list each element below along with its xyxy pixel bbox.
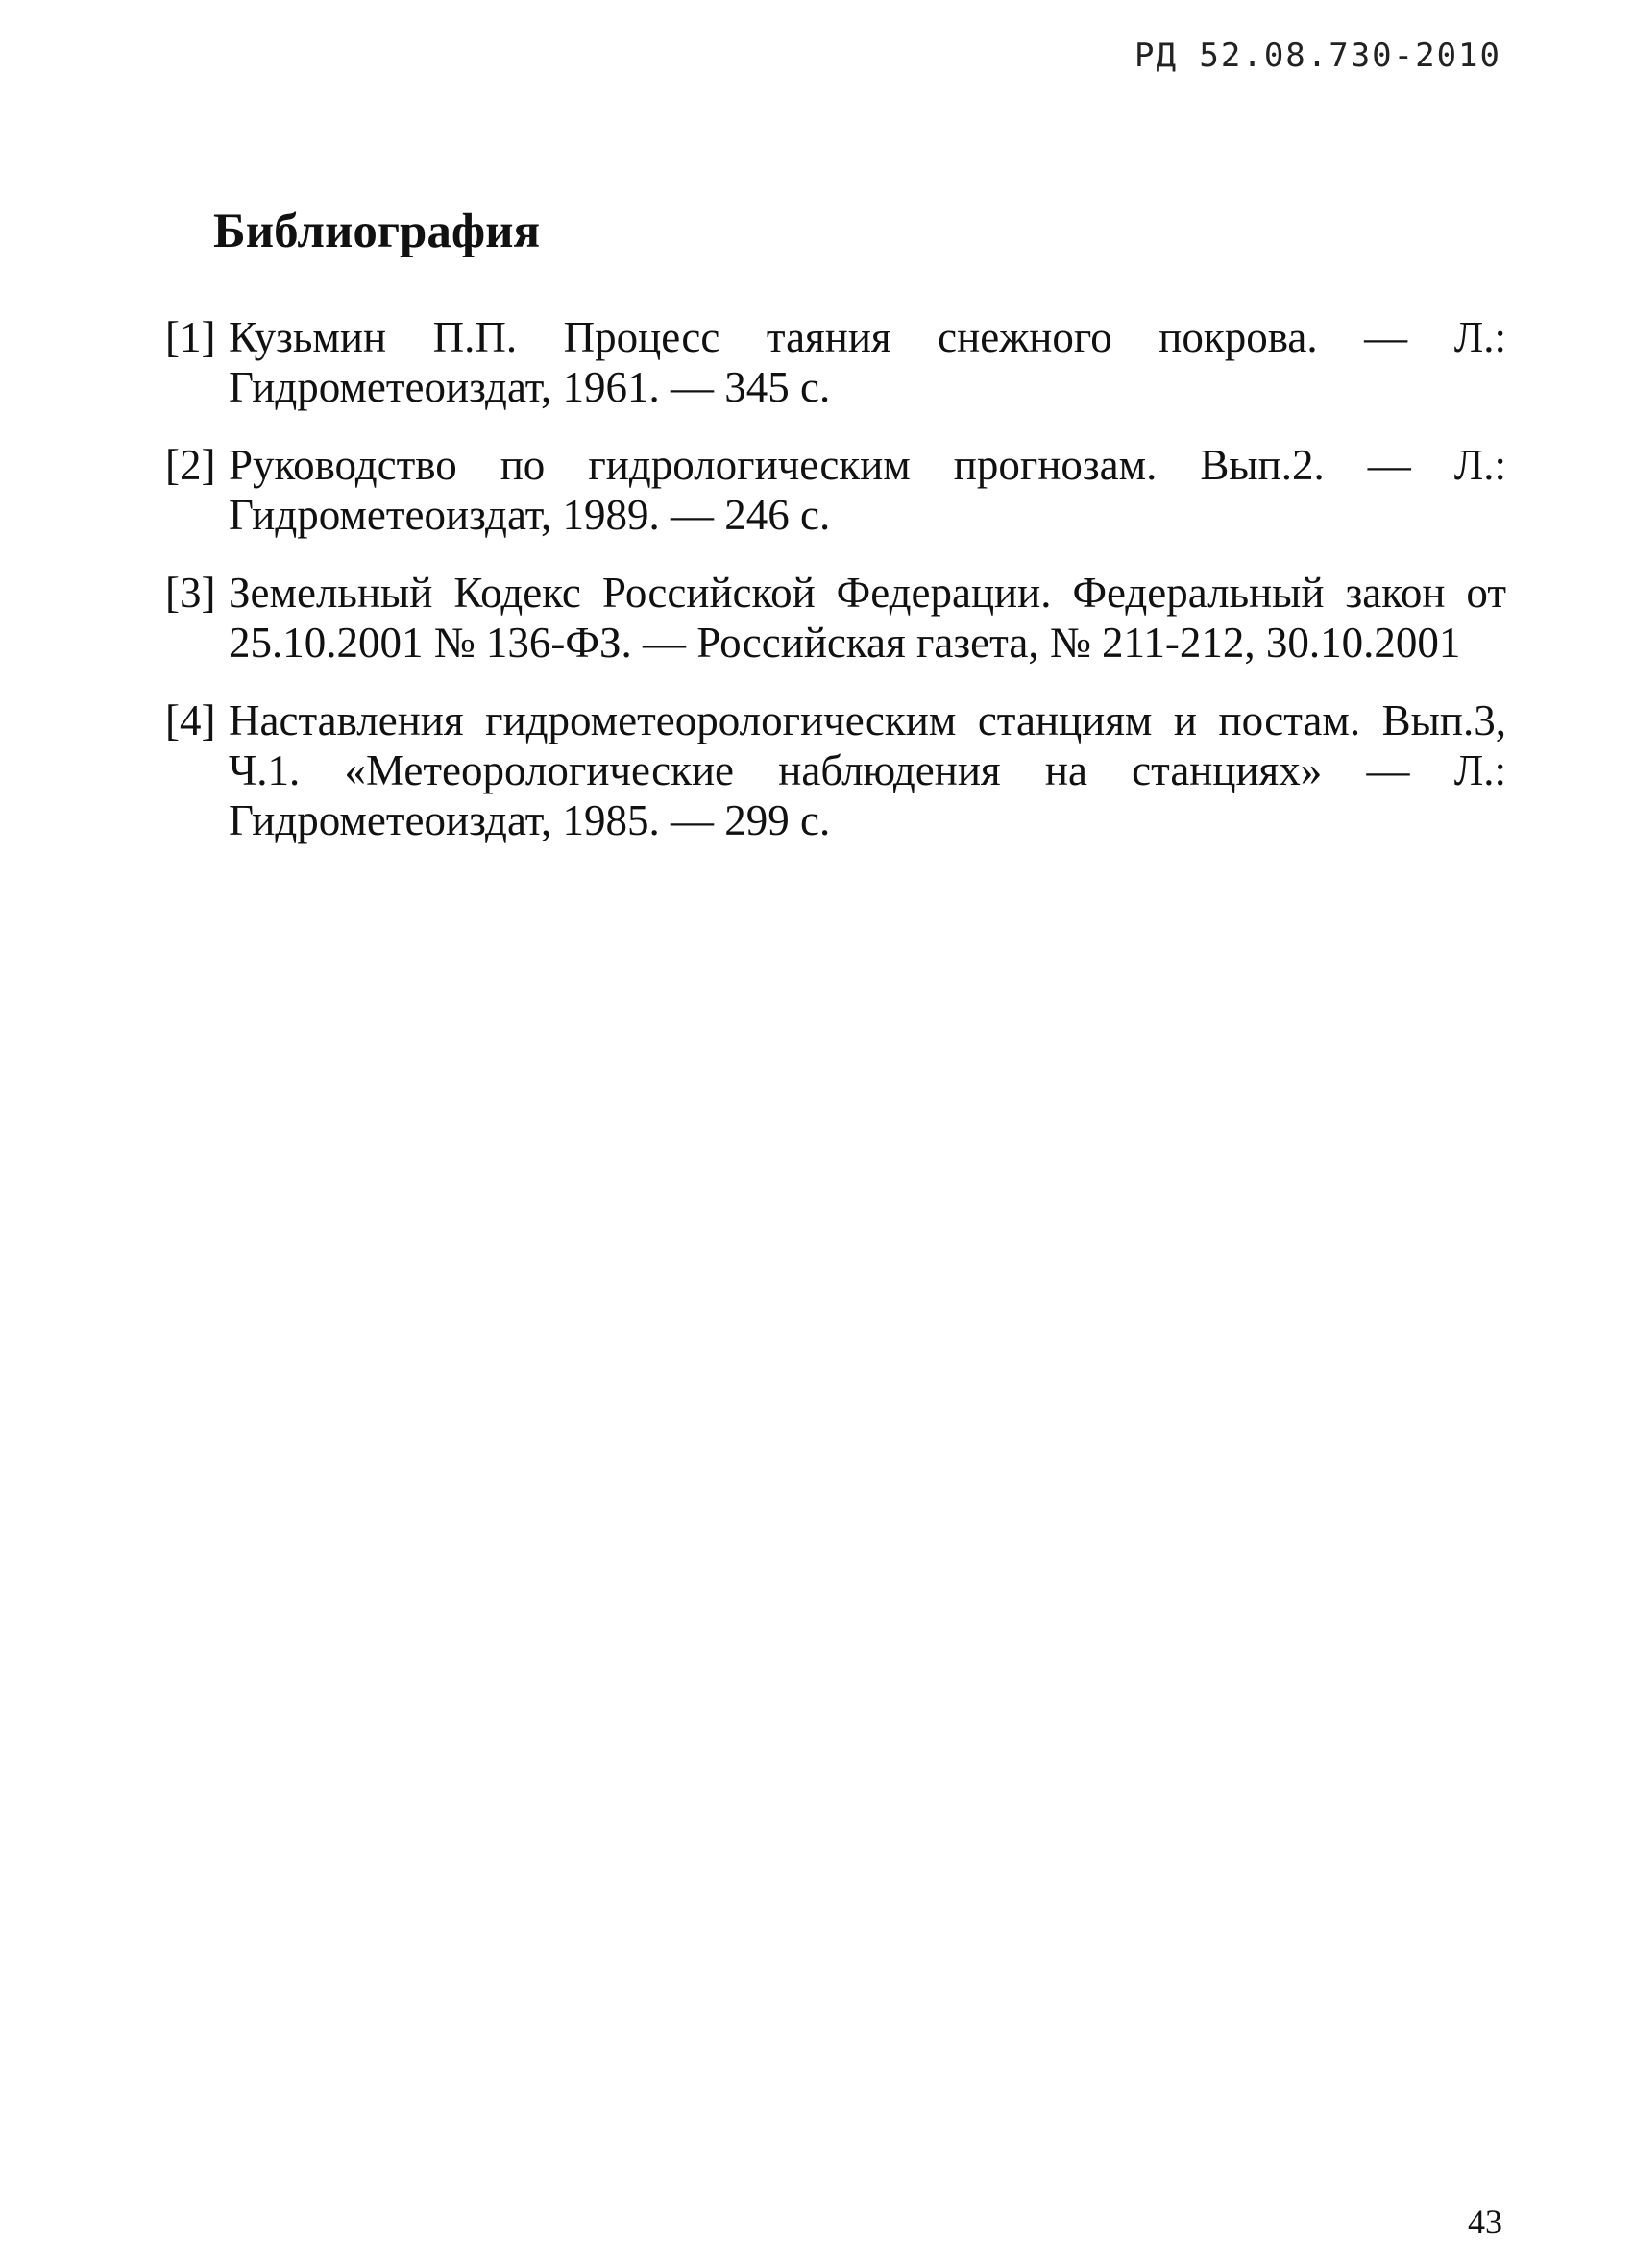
reference-text: Кузьмин П.П. Процесс таяния снежного покрова. — Л.: Гидрометеоиздат, 1961. — 345 с.: [229, 313, 1506, 411]
bibliography-list: [165, 312, 1506, 873]
reference-text: Наставления гидрометеорологическим станциям и постам. Вып.3, Ч.1. «Метеорологические наблюдения на станциях» — Л.: Гидрометеоиздат, 1985. — 299 с.: [229, 696, 1506, 844]
document-code: РД 52.08.730-2010: [1134, 37, 1501, 75]
bibliography-item: [165, 312, 1506, 412]
reference-number: [3]: [165, 569, 216, 617]
bibliography-item: [165, 440, 1506, 540]
reference-number: [2]: [165, 441, 216, 489]
reference-text: Руководство по гидрологическим прогнозам. Вып.2. — Л.: Гидрометеоиздат, 1989. — 246 с.: [229, 441, 1506, 539]
bibliography-item: [165, 695, 1506, 845]
page-title: Библиография: [213, 205, 541, 258]
reference-number: [1]: [165, 313, 216, 361]
reference-text: Земельный Кодекс Российской Федерации. Федеральный закон от 25.10.2001 № 136-ФЗ. — Российская газета, № 211-212, 30.10.2001: [229, 569, 1506, 667]
page-number: 43: [1468, 2203, 1502, 2241]
reference-number: [4]: [165, 696, 216, 744]
bibliography-item: [165, 568, 1506, 668]
